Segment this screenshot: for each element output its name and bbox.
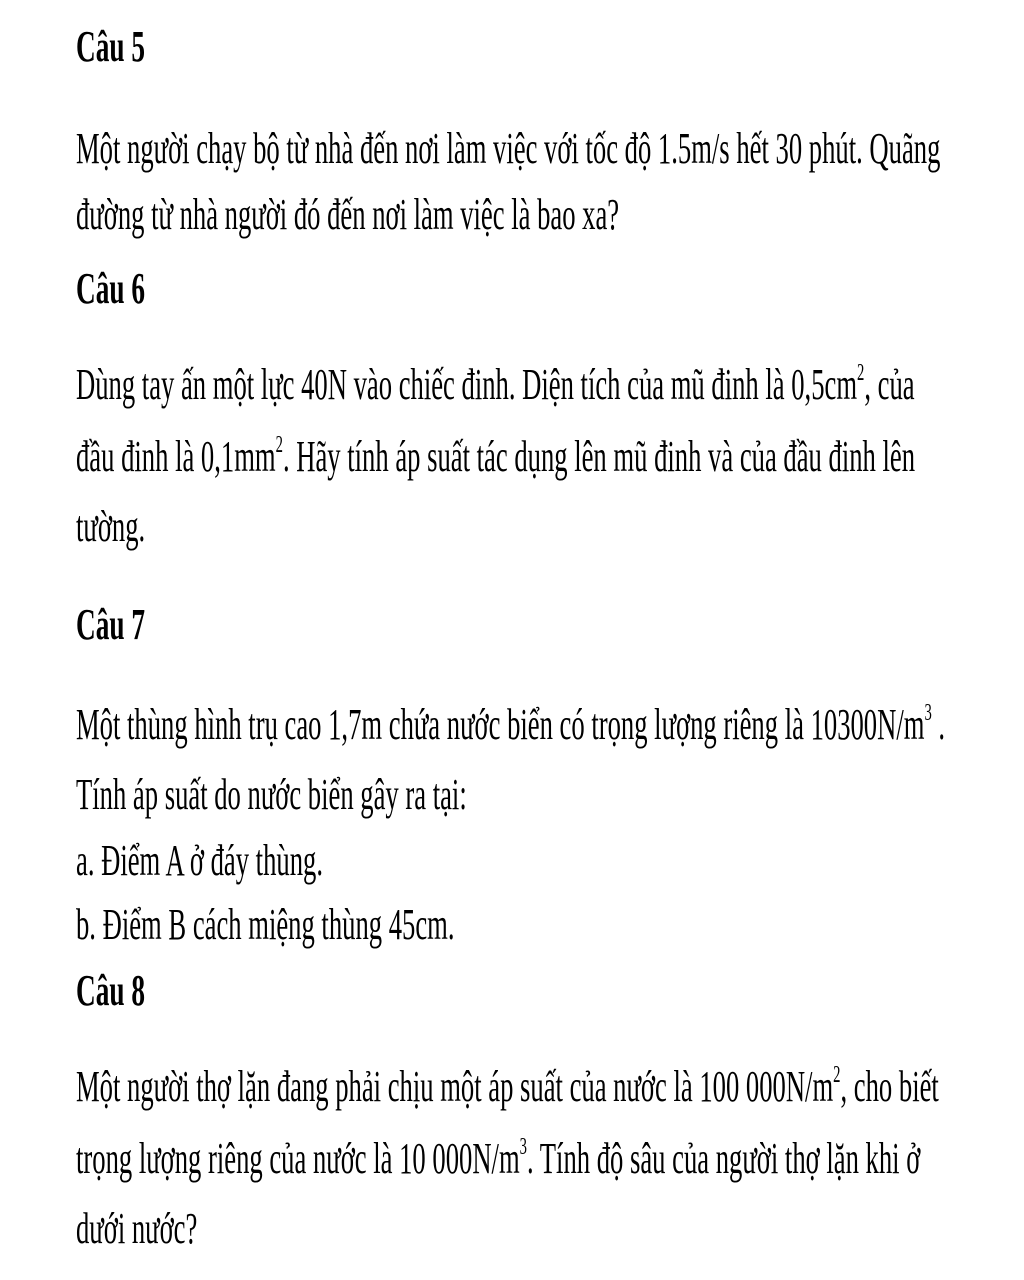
text-run: Một người chạy bộ từ nhà đến nơi làm việc với tốc độ 1.5m/s hết 30 phút. Quãng	[76, 124, 941, 173]
text-run: Một thùng hình trụ cao 1,7m chứa nước biển có trọng lượng riêng là 10300N/m	[76, 700, 925, 749]
question-6-line-3	[76, 502, 145, 552]
question-8-heading: Câu 8	[76, 966, 145, 1015]
text-run: tường.	[76, 502, 146, 551]
text-run: b. Điểm B cách miệng thùng 45cm.	[76, 900, 455, 949]
question-7-line-3	[76, 836, 323, 886]
superscript: 3	[519, 1132, 527, 1160]
superscript: 3	[924, 698, 932, 726]
question-7-line-4	[76, 900, 455, 950]
question-5-heading: Câu 5	[76, 22, 145, 71]
text-run: trọng lượng riêng của nước là 10 000N/m	[76, 1134, 520, 1183]
text-run: đầu đinh là 0,1mm	[76, 432, 276, 481]
text-run: đường từ nhà người đó đến nơi làm việc là bao xa?	[76, 190, 620, 239]
text-run: . Hãy tính áp suất tác dụng lên mũ đinh và của đầu đinh lên	[282, 432, 916, 481]
superscript: 2	[833, 1060, 841, 1088]
question-7-heading: Câu 7	[76, 600, 145, 649]
question-7-line-2	[76, 770, 467, 820]
text-run: Dùng tay ấn một lực 40N vào chiếc đinh. Diện tích của mũ đinh là 0,5cm	[76, 360, 858, 409]
text-run: , cho biết	[840, 1062, 939, 1111]
text-run: dưới nước?	[76, 1204, 198, 1253]
question-6-line-1	[76, 360, 915, 410]
text-run: .	[931, 700, 946, 749]
question-6-heading: Câu 6	[76, 264, 145, 313]
question-5-line-1	[76, 124, 940, 174]
text-run: Tính áp suất do nước biển gây ra tại:	[76, 770, 467, 819]
question-5-line-2	[76, 190, 619, 240]
question-8-line-3	[76, 1204, 197, 1254]
question-7-line-1	[76, 700, 945, 750]
superscript: 2	[275, 430, 283, 458]
question-6-line-2	[76, 432, 915, 482]
question-8-line-2	[76, 1134, 920, 1184]
question-8-line-1	[76, 1062, 939, 1112]
text-run: a. Điểm A ở đáy thùng.	[76, 836, 323, 885]
superscript: 2	[857, 358, 865, 386]
text-run: . Tính độ sâu của người thợ lặn khi ở	[526, 1134, 921, 1183]
text-run: Một người thợ lặn đang phải chịu một áp suất của nước là 100 000N/m	[76, 1062, 834, 1111]
text-run: , của	[864, 360, 915, 409]
